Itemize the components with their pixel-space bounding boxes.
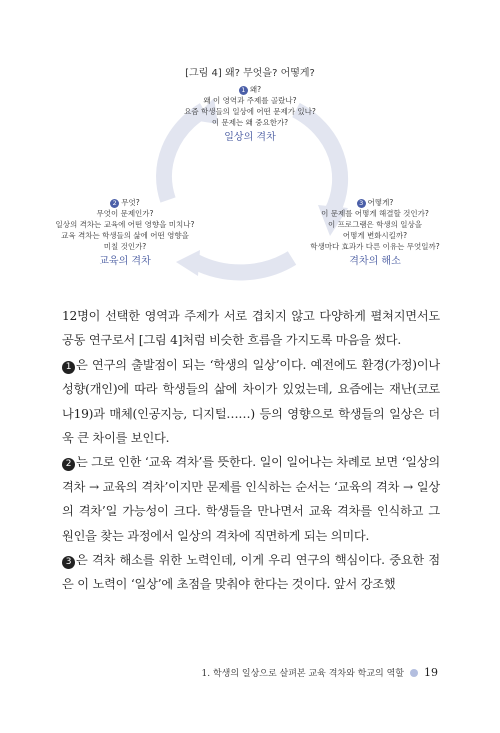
node-line: 어떻게 변화시킬까?: [342, 231, 408, 240]
running-title: 1. 학생의 일상으로 살펴본 교육 격차와 학교의 역할: [201, 669, 404, 679]
node-question: [40, 197, 210, 208]
node-number-badge: 2: [110, 199, 119, 208]
paragraph-text: 는 그로 인한 ‘교육 격차’를 뜻한다. 일이 일어나는 차례로 보면 ‘일상의 격차 → 교육의 격차’이지만 문제를 인식하는 순서는 ‘교육의 격차 → 일상의 격차’일 가능성이 크다. 학생들을 만나면서 교육 격차를 인식하고 그 원인을 찾는 과정에서 일상의 격차에 직면하게 되는 의미다.: [62, 455, 440, 543]
node-line: 이 프로그램은 학생의 일상을: [327, 220, 423, 229]
node-line: 이 문제는 왜 중요한가?: [211, 118, 289, 127]
node-question-text: 어떻게?: [367, 198, 394, 207]
bullet-dot-icon: [410, 669, 418, 677]
paragraph-text: 은 격차 해소를 위한 노력인데, 이게 우리 연구의 핵심이다. 중요한 점은 이 노력이 ‘일상’에 초점을 맞춰야 한다는 것이다. 앞서 강조했: [62, 553, 440, 592]
circled-number: 1: [62, 361, 75, 374]
paragraph-point-3: [62, 548, 440, 597]
paragraph-point-1: [62, 353, 440, 451]
node-line: 교육 격차는 학생들의 삶에 어떤 영향을: [61, 231, 189, 240]
cycle-node-why: [150, 84, 350, 145]
node-line: 요즘 학생들의 일상에 어떤 문제가 있나?: [184, 107, 316, 116]
node-label: 격차의 해소: [349, 256, 401, 267]
paragraph-point-2: [62, 450, 440, 548]
node-number-badge: 1: [239, 86, 248, 95]
node-line: 왜 이 영역과 주제를 골랐나?: [203, 96, 297, 105]
node-line: 학생마다 효과가 다른 이유는 무엇일까?: [310, 242, 440, 251]
circled-number: 2: [62, 458, 75, 471]
node-question: [150, 84, 350, 95]
figure-cycle: [0, 0, 500, 295]
paragraph-intro: 12명이 선택한 영역과 주제가 서로 겹치지 않고 다양하게 펼쳐지면서도 공동 연구로서 [그림 4]처럼 비슷한 흐름을 가지도록 마음을 썼다.: [62, 309, 440, 348]
cycle-node-how: [290, 197, 460, 269]
node-question-text: 무엇?: [121, 198, 140, 207]
node-question-text: 왜?: [249, 85, 262, 94]
page-footer: [202, 666, 439, 679]
node-number-badge: 3: [357, 199, 366, 208]
node-question: [290, 197, 460, 208]
node-label: 교육의 격차: [99, 256, 151, 267]
node-line: 이 문제를 어떻게 해결할 것인가?: [321, 209, 429, 218]
node-label: 일상의 격차: [224, 132, 276, 143]
page-number: 19: [424, 666, 438, 679]
body-text: [62, 304, 440, 597]
node-line: 무엇이 문제인가?: [96, 209, 154, 218]
circled-number: 3: [62, 556, 75, 569]
cycle-node-what: [40, 197, 210, 269]
node-line: 일상의 격차는 교육에 어떤 영향을 미치나?: [55, 220, 195, 229]
paragraph-text: 은 연구의 출발점이 되는 ‘학생의 일상’이다. 예전에도 환경(가정)이나 성향(개인)에 따라 학생들의 삶에 차이가 있었는데, 요즘에는 재난(코로나19)과 매체(인공지능, 디지털……) 등의 영향으로 학생들의 일상은 더욱 큰 차이를 보인다.: [62, 357, 440, 446]
figure-title: [그림 4] 왜? 무엇을? 어떻게?: [185, 68, 315, 79]
node-line: 미칠 것인가?: [103, 242, 147, 251]
